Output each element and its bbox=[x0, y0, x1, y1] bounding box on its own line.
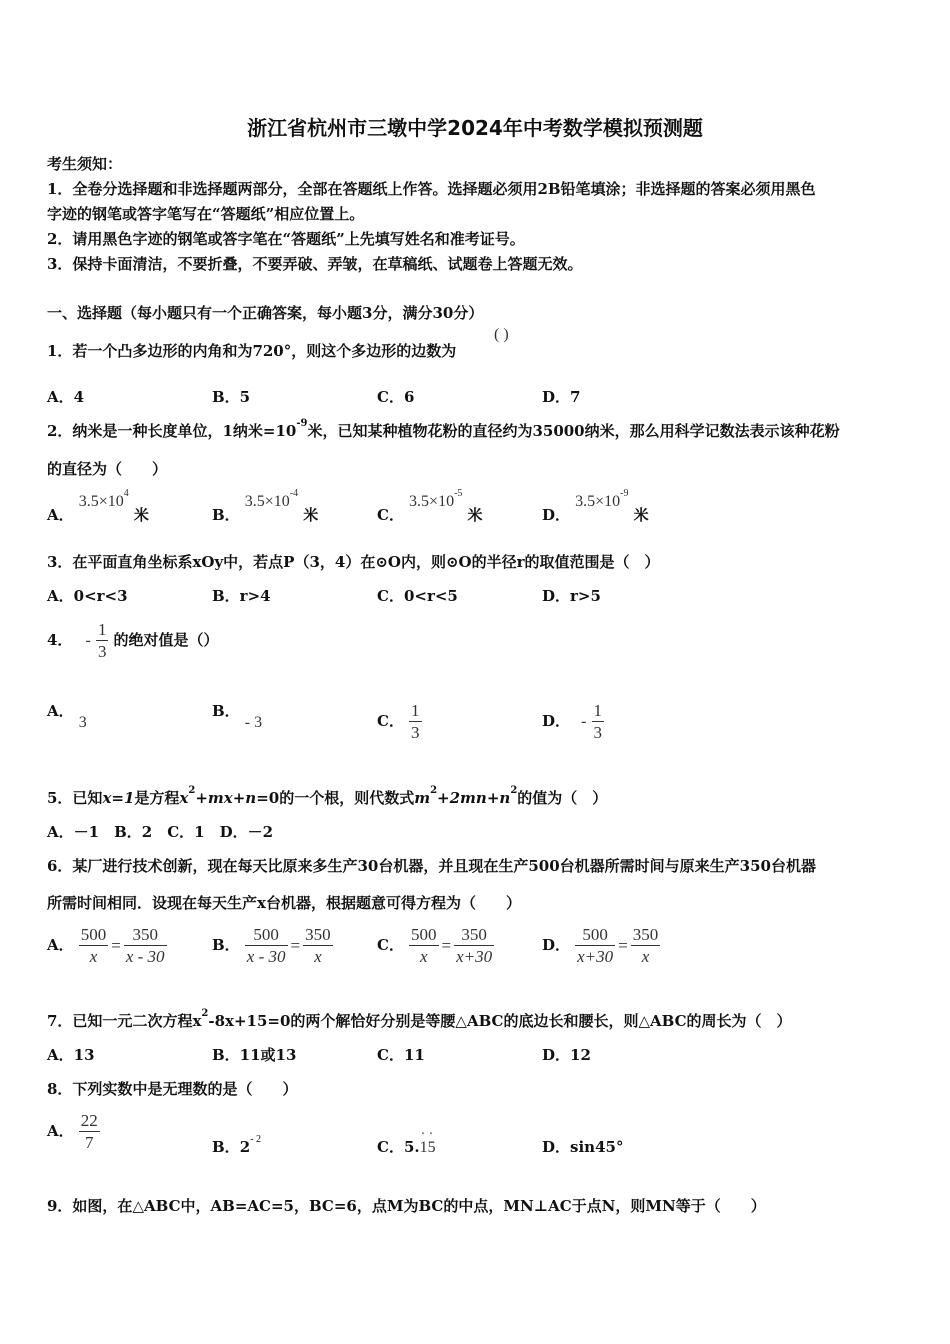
question-2-stem-2: 的直径为（ ） bbox=[47, 460, 168, 478]
question-1-option-d[interactable]: D．7 bbox=[542, 388, 581, 406]
notice-heading: 考生须知： bbox=[47, 155, 123, 173]
question-9-stem: 9．如图，在△ABC中，AB=AC=5，BC=6，点M为BC的中点，MN⊥AC于点N，则MN等于（ ） bbox=[47, 1197, 766, 1215]
notice-line-3: 3．保持卡面清洁，不要折叠，不要弄破、弄皱，在草稿纸、试题卷上答题无效。 bbox=[47, 255, 583, 273]
question-6-stem-1: 6．某厂进行技术创新，现在每天比原来多生产30台机器，并且现在生产500台机器所需时间与原来生产350台机器 bbox=[47, 857, 816, 875]
question-2-option-b[interactable]: B． $3.5\times 10^{-4}$ 米 bbox=[212, 488, 319, 524]
notice-line-1a: 1．全卷分选择题和非选择题两部分，全部在答题纸上作答。选择题必须用2B铅笔填涂；非选择题的答案必须用黑色 bbox=[47, 180, 816, 198]
question-6-stem-2: 所需时间相同．设现在每天生产x台机器，根据题意可得方程为（ ） bbox=[47, 894, 521, 912]
question-2-option-d[interactable]: D． $3.5\times 10^{-9}$ 米 bbox=[542, 488, 649, 524]
question-7-option-c[interactable]: C．11 bbox=[377, 1046, 425, 1064]
question-1-stem: 1．若一个凸多边形的内角和为720°，则这个多边形的边数为 bbox=[47, 342, 457, 360]
question-7-option-d[interactable]: D．12 bbox=[542, 1046, 591, 1064]
question-4-option-c[interactable]: C． $\frac{1}{3}$ bbox=[377, 701, 420, 742]
question-3-option-a[interactable]: A．0<r<3 bbox=[47, 587, 128, 605]
question-6-option-d[interactable]: D． $\frac{500}{x+30}$ = $\frac{350}{x}$ bbox=[542, 925, 659, 966]
question-1-option-c[interactable]: C．6 bbox=[377, 388, 415, 406]
question-1-paren: ( ) bbox=[494, 326, 509, 343]
question-7-option-a[interactable]: A．13 bbox=[47, 1046, 95, 1064]
question-2-stem: 2．纳米是一种长度单位，1纳米$=10^{-9}$米，已知某种植物花粉的直径约为35000纳米，那么用科学记数法表示该种花粉 bbox=[47, 418, 840, 440]
question-4-option-b[interactable]: B． - 3 bbox=[212, 702, 263, 731]
question-5-options[interactable]: A．－1 B．2 C．1 D．－2 bbox=[47, 823, 274, 841]
question-8-option-c[interactable]: C．5.· 1· 5 bbox=[377, 1136, 436, 1157]
question-8-option-d[interactable]: D．sin45° bbox=[542, 1138, 624, 1156]
notice-line-2: 2．请用黑色字迹的钢笔或答字笔在“答题纸”上先填写姓名和准考证号。 bbox=[47, 230, 525, 248]
question-6-option-c[interactable]: C． $\frac{500}{x}$ = $\frac{350}{x+30}$ bbox=[377, 925, 493, 966]
question-8-option-b[interactable]: B．$2^{- 2}$ bbox=[212, 1134, 261, 1156]
question-6-option-a[interactable]: A． $\frac{500}{x}$ = $\frac{350}{x - 30}$ bbox=[47, 925, 165, 966]
section-heading: 一、选择题（每小题只有一个正确答案，每小题3分，满分30分） bbox=[47, 304, 484, 322]
question-7-stem: 7．已知一元二次方程$x^2-8x+15=0$的两个解恰好分别是等腰△ABC的底边长和腰长，则△ABC的周长为（ ） bbox=[47, 1008, 792, 1030]
question-4-option-d[interactable]: D． - $\frac{1}{3}$ bbox=[542, 701, 603, 742]
question-4-stem: 4． - $\frac{1}{3}$ 的绝对值是（） bbox=[47, 620, 219, 661]
question-2-option-a[interactable]: A． $3.5\times 10^4$ 米 bbox=[47, 488, 149, 524]
question-7-option-b[interactable]: B．11或13 bbox=[212, 1046, 297, 1064]
question-8-stem: 8．下列实数中是无理数的是（ ） bbox=[47, 1080, 298, 1098]
question-4-option-a[interactable]: A． 3 bbox=[47, 702, 87, 731]
question-5-stem: 5．已知x=1是方程$x^2+mx+n=0$的一个根，则代数式$m^2+2mn+n^2$的值为（ ） bbox=[47, 785, 608, 807]
question-1-option-b[interactable]: B．5 bbox=[212, 388, 251, 406]
question-4-fraction: $\frac{1}{3}$ bbox=[97, 620, 107, 661]
notice-line-1b: 字迹的钢笔或答字笔写在“答题纸”相应位置上。 bbox=[47, 205, 365, 223]
question-3-option-d[interactable]: D．r>5 bbox=[542, 587, 601, 605]
question-2-option-c[interactable]: C． $3.5\times 10^{-5}$ 米 bbox=[377, 488, 483, 524]
question-3-option-b[interactable]: B．r>4 bbox=[212, 587, 271, 605]
question-3-stem: 3．在平面直角坐标系xOy中，若点P（3，4）在⊙O内，则⊙O的半径r的取值范围是（ ） bbox=[47, 553, 660, 571]
question-8-option-a[interactable]: A． $\frac{22}{7}$ bbox=[47, 1111, 98, 1152]
question-6-option-b[interactable]: B． $\frac{500}{x - 30}$ = $\frac{350}{x}$ bbox=[212, 925, 331, 966]
question-3-option-c[interactable]: C．0<r<5 bbox=[377, 587, 458, 605]
page-title: 浙江省杭州市三墩中学2024年中考数学模拟预测题 bbox=[247, 116, 703, 140]
question-1-option-a[interactable]: A．4 bbox=[47, 388, 85, 406]
